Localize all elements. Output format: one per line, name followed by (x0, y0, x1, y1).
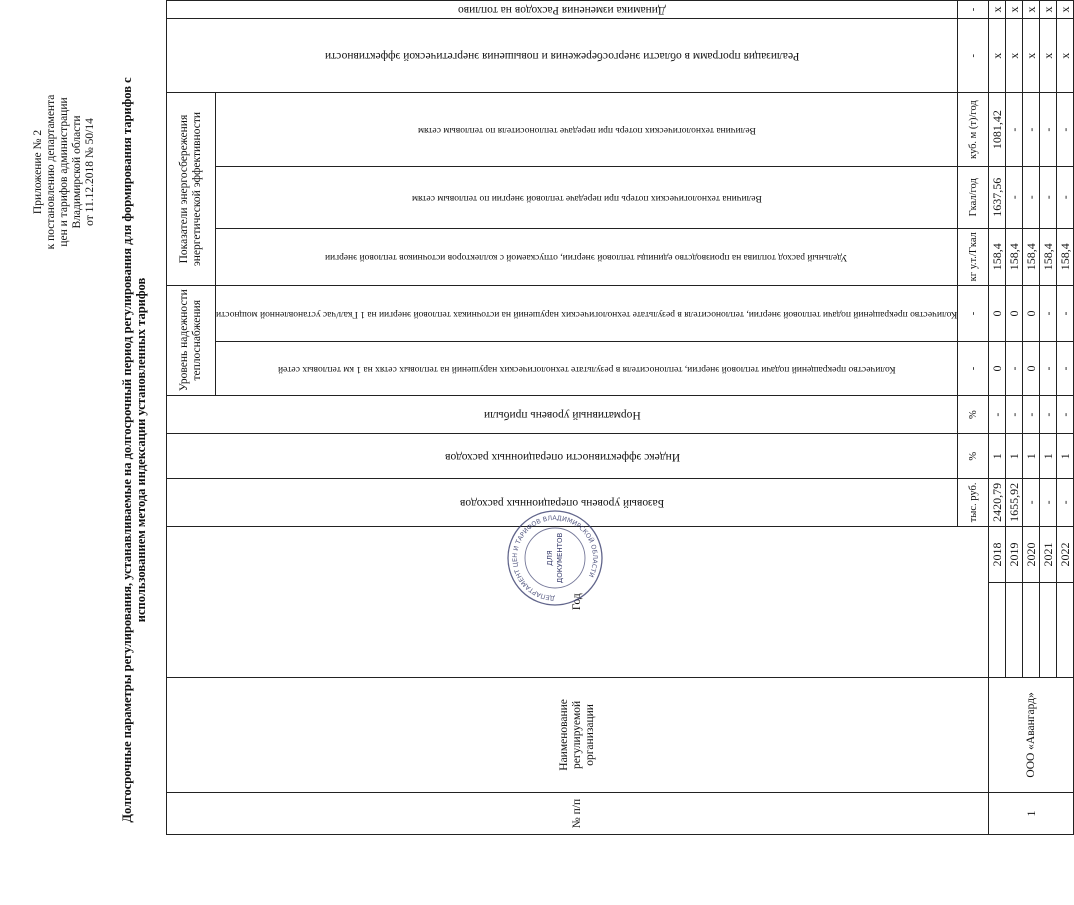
heat-losses-cell: - (1006, 166, 1023, 228)
heat-losses-cell: - (1040, 166, 1057, 228)
rel-networks-cell: - (1057, 342, 1074, 396)
unit-carrier-losses: куб. м (т)/год (958, 93, 989, 166)
fuel-cell: х (1057, 1, 1074, 19)
carrier-losses-cell: 1081,42 (989, 93, 1006, 166)
profit-cell: - (1040, 395, 1057, 434)
unit-rel-sources: - (958, 285, 989, 341)
stamp-center-line2: ДОКУМЕНТОВ (556, 532, 564, 584)
profit-cell: - (1057, 395, 1074, 434)
programs-cell: х (1023, 19, 1040, 93)
fuel-rate-cell: 158,4 (989, 228, 1006, 285)
base-cell: - (1040, 479, 1057, 527)
organization-name: ООО «Авангард» (989, 677, 1074, 792)
col-header-carrier-losses: Величина технологических потерь при передаче теплоносителя по тепловым сетям (216, 93, 958, 166)
year-cell: 2021 (1040, 526, 1057, 583)
rel-sources-cell: 0 (1023, 285, 1040, 341)
row-number: 1 (989, 793, 1074, 835)
profit-cell: - (989, 395, 1006, 434)
unit-rel-networks: - (958, 342, 989, 396)
fuel-rate-cell: 158,4 (1057, 228, 1074, 285)
year-cell: 2019 (1006, 526, 1023, 583)
table-row (989, 1, 1006, 835)
index-cell: 1 (1057, 434, 1074, 479)
fuel-rate-cell: 158,4 (1040, 228, 1057, 285)
year-cell: 2022 (1057, 526, 1074, 583)
title-line: Долгосрочные параметры регулирования, устанавливаемые на долгосрочный период регулирования для формирования тарифов с (120, 77, 134, 823)
header-line: от 11.12.2018 № 50/14 (84, 118, 96, 226)
index-cell: 1 (1006, 434, 1023, 479)
programs-cell: х (989, 19, 1006, 93)
col-header-year: Год (167, 526, 989, 677)
fuel-cell: х (1023, 1, 1040, 19)
stamp-ring-text: ДЕПАРТАМЕНТ ЦЕН И ТАРИФОВ ВЛАДИМИРСКОЙ ОБЛАСТИ (510, 513, 600, 603)
base-cell: - (1023, 479, 1040, 527)
fuel-cell: х (989, 1, 1006, 19)
col-header-fuel-rate: Удельный расход топлива на производство единицы тепловой энергии, отпускаемой с коллекторов источников тепловой энергии (216, 228, 958, 285)
col-header-fuel: Динамика изменения Расходов на топливо (167, 1, 958, 19)
unit-profit: % (958, 395, 989, 434)
index-cell: 1 (1040, 434, 1057, 479)
carrier-losses-cell: - (1040, 93, 1057, 166)
unit-heat-losses: Гкал/год (958, 166, 989, 228)
carrier-losses-cell: - (1023, 93, 1040, 166)
base-cell: 1655,92 (1006, 479, 1023, 527)
carrier-losses-cell: - (1057, 93, 1074, 166)
heat-losses-cell: - (1023, 166, 1040, 228)
col-header-rel-sources: Количество прекращений подачи тепловой энергии, теплоносителя в результате технологических нарушений на источниках тепловой энергии на 1 Гкал/час установленной мощности (216, 285, 958, 341)
rel-networks-cell: - (1040, 342, 1057, 396)
col-header-index: Индекс эффективности операционных расходов (167, 434, 958, 479)
col-header-energy: Показатели энергосбережения энергетической эффективности (167, 93, 216, 285)
col-header-base: Базовый уровень операционных расходов (167, 479, 958, 527)
fuel-cell: х (1006, 1, 1023, 19)
appendix-header (32, 22, 97, 322)
rel-sources-cell: 0 (1006, 285, 1023, 341)
programs-cell: х (1057, 19, 1074, 93)
col-header-num: № п/п (167, 793, 989, 835)
stamp-center-line1: ДЛЯ (546, 550, 554, 566)
col-header-programs: Реализация программ в области энергосбережения и повышения энергетической эффективности (167, 19, 958, 93)
unit-base: тыс. руб. (958, 479, 989, 527)
header-line: цен и тарифов администрации (58, 97, 70, 247)
rel-sources-cell: - (1057, 285, 1074, 341)
col-header-heat-losses: Величина технологических потерь при передаче тепловой энергии по тепловым сетям (216, 166, 958, 228)
rel-networks-cell: 0 (989, 342, 1006, 396)
official-stamp (505, 506, 605, 610)
index-cell: 1 (1023, 434, 1040, 479)
col-header-reliability: Уровень надежности теплоснабжения (167, 285, 216, 395)
unit-fuel-rate: кг у.т./Гкал (958, 228, 989, 285)
heat-losses-cell: - (1057, 166, 1074, 228)
fuel-cell: х (1040, 1, 1057, 19)
fuel-rate-cell: 158,4 (1006, 228, 1023, 285)
year-cell: 2020 (1023, 526, 1040, 583)
base-cell: 2420,79 (989, 479, 1006, 527)
year-cell: 2018 (989, 526, 1006, 583)
rel-sources-cell: - (1040, 285, 1057, 341)
header-line: к постановлению департамента (45, 94, 57, 250)
document-title (120, 35, 148, 865)
title-line: использованием метода индексации установленных тарифов (134, 277, 148, 623)
profit-cell: - (1023, 395, 1040, 434)
index-cell: 1 (989, 434, 1006, 479)
programs-cell: х (1006, 19, 1023, 93)
carrier-losses-cell: - (1006, 93, 1023, 166)
heat-losses-cell: 1637,56 (989, 166, 1006, 228)
fuel-rate-cell: 158,4 (1023, 228, 1040, 285)
rel-sources-cell: 0 (989, 285, 1006, 341)
profit-cell: - (1006, 395, 1023, 434)
col-header-org: Наименование регулируемой организации (167, 677, 989, 792)
rel-networks-cell: - (1006, 342, 1023, 396)
svg-text:ДЕПАРТАМЕНТ ЦЕН И ТАРИФОВ ВЛАД (511, 514, 599, 602)
col-header-profit: Нормативный уровень прибыли (167, 395, 958, 434)
rel-networks-cell: 0 (1023, 342, 1040, 396)
parameters-table (166, 0, 1074, 835)
unit-fuel: - (958, 1, 989, 19)
header-line: Приложение № 2 (32, 129, 44, 215)
header-line: Владимирской области (71, 115, 83, 229)
programs-cell: х (1040, 19, 1057, 93)
unit-index: % (958, 434, 989, 479)
unit-programs: - (958, 19, 989, 93)
col-header-rel-networks: Количество прекращений подачи тепловой энергии, теплоносителя в результате технологических нарушений на тепловых сетях на 1 км тепловых сетей (216, 342, 958, 396)
base-cell: - (1057, 479, 1074, 527)
